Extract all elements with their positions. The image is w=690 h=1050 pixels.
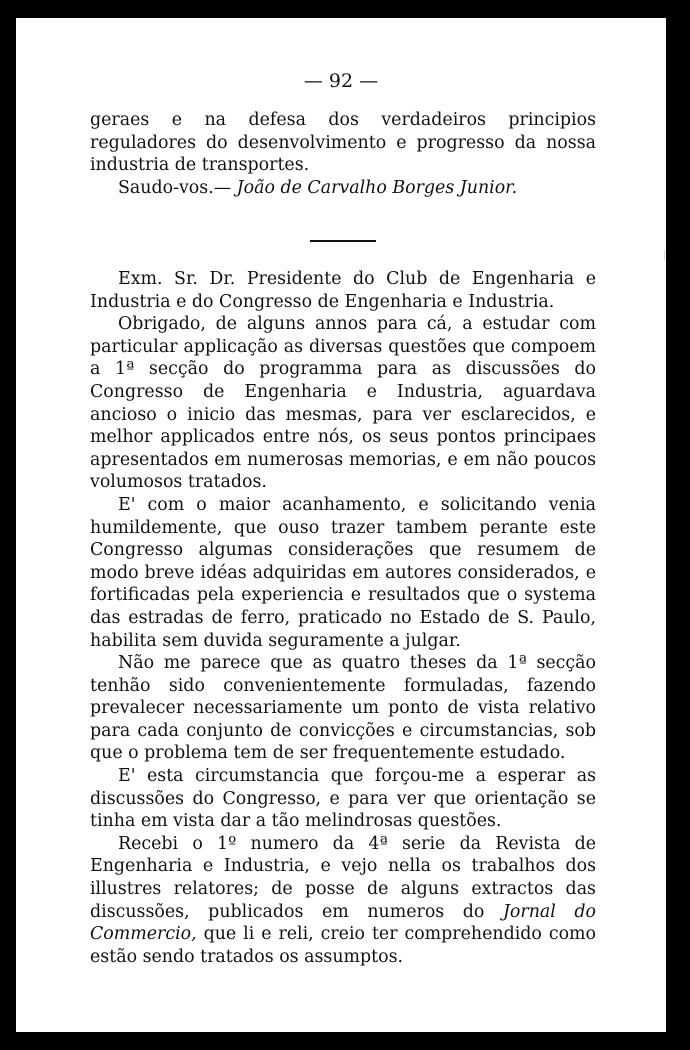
page-top-block xyxy=(90,109,596,199)
letter-body xyxy=(90,268,596,968)
page-edge-mark xyxy=(664,250,665,260)
paragraph-5-start: Recebi o 1º numero da 4ª serie da Revista de Engenharia e Industria, e vejo nella os trabalhos dos illustres relatores; de posse de alguns extractos das discussões, publicados em numeros do xyxy=(90,833,596,922)
paragraph-5 xyxy=(90,833,596,969)
book-page xyxy=(16,18,666,1032)
paragraph-2: E' com o maior acanhamento, e solicitando venia humildemente, que ouso trazer tambem perante este Congresso algumas considerações que resumem de modo breve idéas adquiridas em autores considerados, e fortificadas pela experiencia e resultados que o systema das estradas de ferro, praticado no Estado de S. Paulo, habilita sem duvida seguramente a julgar. xyxy=(90,494,596,651)
signature-line xyxy=(90,177,596,200)
paragraph-5-end: que li e reli, creio ter comprehendido como estão sendo tratados os assumptos. xyxy=(90,924,596,967)
continuation-text: geraes e na defesa dos verdadeiros principios reguladores do desenvolvimento e progresso da nossa industria de transportes. xyxy=(90,110,596,176)
author-name: João de Carvalho Borges Junior. xyxy=(236,177,518,198)
paragraph-1: Obrigado, de alguns annos para cá, a estudar com particular applicação as diversas questões que compoem a 1ª secção do programma para as discussões do Congresso de Engenharia e Industria, aguardava ancioso o inicio das mesmas, para ver esclarecidos, e melhor applicados entre nós, os seus pontos principaes apresentados em numerosas memorias, e em não poucos volumosos tratados. xyxy=(90,314,596,493)
paragraph-4: E' esta circumstancia que forçou-me a esperar as discussões do Congresso, e para ver que orientação se tinha em vista dar a tão melindrosas questões. xyxy=(90,766,596,832)
salutation: Saudo-vos.— xyxy=(118,177,237,198)
page-number: — 92 — xyxy=(303,70,379,92)
paragraph-3: Não me parece que as quatro theses da 1ª secção tenhão sido convenientemente formuladas, fazendo prevalecer necessariamente um ponto de vista relativo para cada conjunto de convicções e circumstancias, sob que o problema tem de ser frequentemente estudado. xyxy=(90,653,596,764)
section-divider xyxy=(310,240,376,242)
letter-address: Exm. Sr. Dr. Presidente do Club de Engenharia e Industria e do Congresso de Engenharia e Industria. xyxy=(90,269,596,312)
journal-title: Jornal do Commercio, xyxy=(90,901,597,945)
